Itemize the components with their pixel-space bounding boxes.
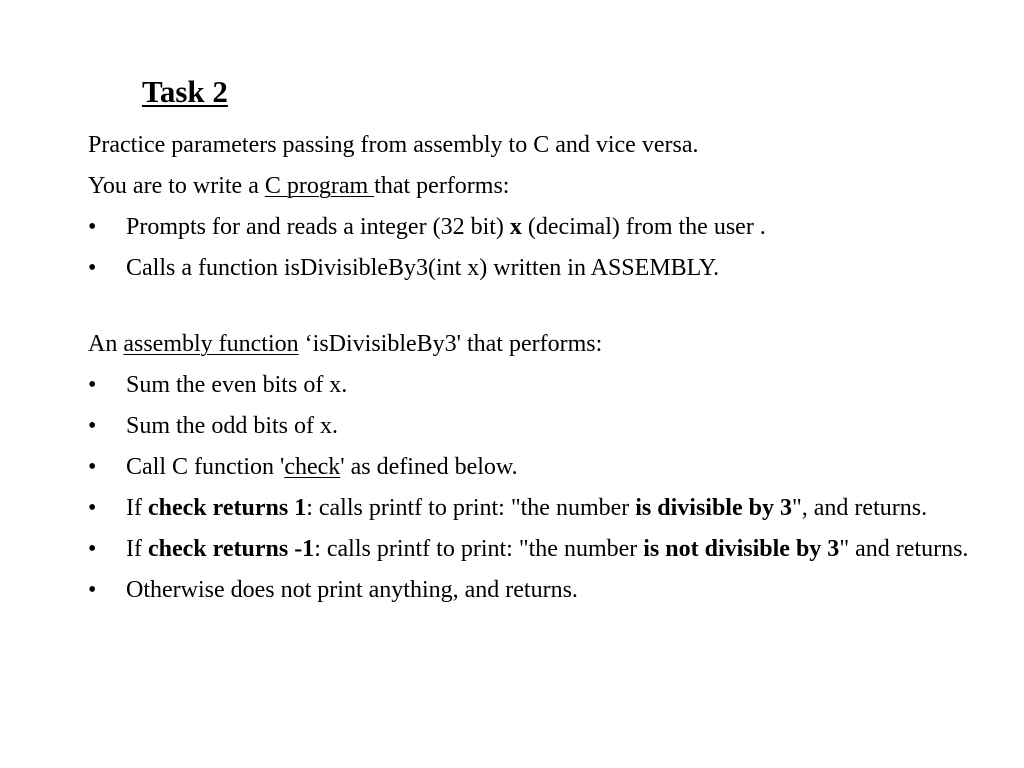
c-bullet-2-text: Calls a function isDivisibleBy3(int x) written in ASSEMBLY. (126, 255, 720, 281)
asm-bullet-5 (88, 532, 998, 567)
asm-bullet-4-bold-1: check returns 1 (147, 495, 307, 521)
bullet-icon: • (88, 413, 97, 439)
asm-bullet-1 (88, 368, 998, 403)
check-underlined: check (284, 454, 341, 480)
asm-bullet-3-post: ' as defined below. (340, 454, 518, 480)
intro-line-2-post: that performs: (374, 173, 510, 199)
asm-bullet-3-pre: Call C function ' (126, 454, 285, 480)
bullet-icon: • (88, 214, 97, 240)
asm-intro (88, 327, 998, 362)
bullet-icon: • (88, 495, 97, 521)
intro-line-2 (88, 169, 998, 204)
intro-line-1: Practice parameters passing from assembly to C and vice versa. (88, 132, 699, 158)
intro-line-2-pre: You are to write a (88, 173, 265, 199)
asm-bullet-5-bold-2: is not divisible by 3 (643, 536, 840, 562)
bullet-icon: • (88, 255, 97, 281)
c-bullet-1-pre: Prompts for and reads a integer (32 bit) (126, 214, 510, 240)
bullet-icon: • (88, 454, 97, 480)
asm-bullet-5-bold-1: check returns -1 (147, 536, 315, 562)
asm-bullet-4-pre: If (126, 495, 148, 521)
asm-bullet-5-pre: If (126, 536, 148, 562)
c-bullet-1-bold: x (509, 214, 522, 240)
asm-bullet-5-post: " and returns. (839, 536, 969, 562)
slide-content (88, 128, 998, 614)
asm-bullet-3 (88, 450, 998, 485)
c-bullet-2 (88, 251, 998, 286)
c-bullet-1-post: (decimal) from the user . (521, 214, 766, 240)
asm-bullet-6 (88, 573, 998, 608)
bullet-icon: • (88, 372, 97, 398)
asm-bullet-2-text: Sum the odd bits of x. (126, 413, 339, 439)
c-program-underlined: C program (264, 173, 375, 199)
asm-bullet-4-mid: : calls printf to print: "the number (306, 495, 636, 521)
assembly-function-underlined: assembly function (123, 331, 299, 357)
c-bullet-1 (88, 210, 998, 245)
asm-intro-pre: An (88, 331, 124, 357)
bullet-icon: • (88, 577, 97, 603)
asm-bullet-2 (88, 409, 998, 444)
asm-bullet-1-text: Sum the even bits of x. (126, 372, 348, 398)
asm-bullet-4 (88, 491, 998, 526)
asm-intro-post: ‘isDivisibleBy3' that performs: (298, 331, 603, 357)
bullet-icon: • (88, 536, 97, 562)
slide-title: Task 2 (142, 74, 228, 109)
asm-bullet-4-post: ", and returns. (791, 495, 928, 521)
asm-bullet-4-bold-2: is divisible by 3 (635, 495, 792, 521)
asm-bullet-5-mid: : calls printf to print: "the number (314, 536, 644, 562)
asm-bullet-6-text: Otherwise does not print anything, and returns. (126, 577, 578, 603)
